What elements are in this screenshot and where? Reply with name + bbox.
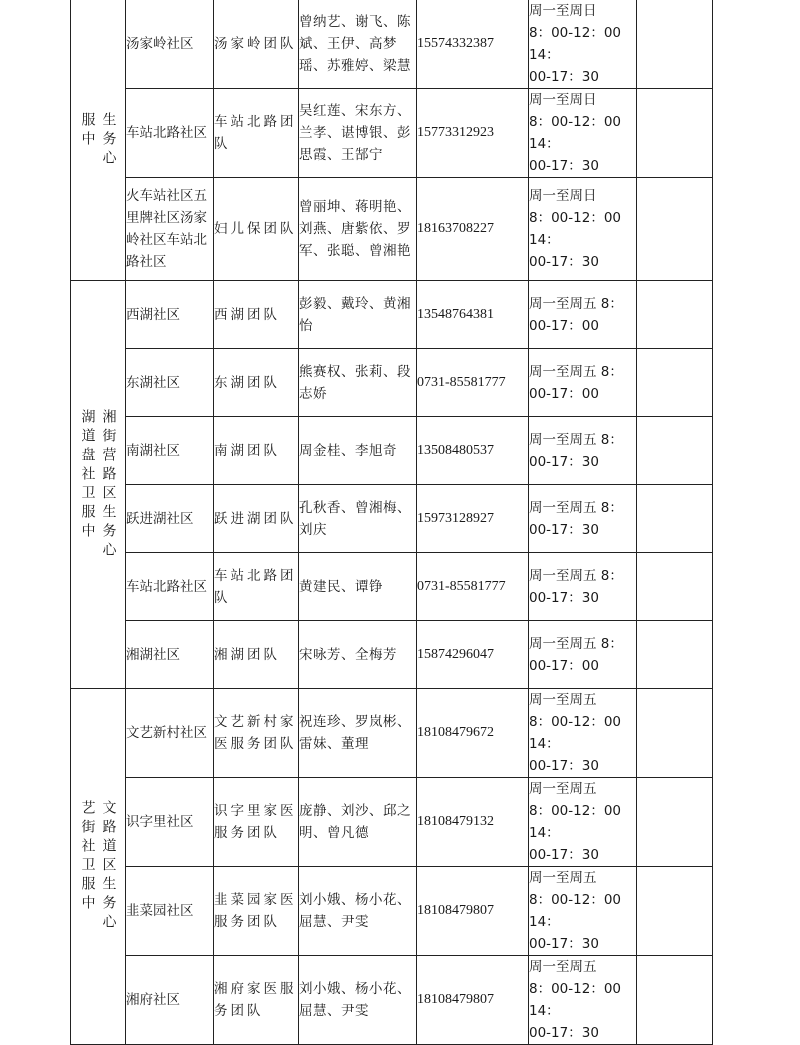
service-hours-line: 00-17：30 [529,158,599,174]
service-hours-line: 00-17：00 [529,657,599,674]
service-hours-line: 00-17：00 [529,317,599,334]
service-hours-cell [529,417,637,485]
members-cell: 熊赛权、张莉、段志娇 [299,349,417,417]
phone-cell: 13508480537 [417,417,529,485]
members-cell: 庞静、刘沙、邱之明、曾凡德 [299,778,417,867]
empty-cell [637,778,713,867]
community-cell: 车站北路社区 [126,89,214,178]
service-hours-line: 8：00-12：00 14： [529,25,621,63]
empty-cell [637,281,713,349]
team-cell: 西湖团队 [214,281,299,349]
members-cell: 曾纳艺、谢飞、陈斌、王伊、高梦瑶、苏雅婷、梁慧 [299,0,417,89]
empty-cell [637,621,713,689]
table-row [71,621,713,689]
table-row [71,281,713,349]
service-hours-line: 8：00-12：00 14： [529,210,621,248]
service-hours-line: 00-17：30 [529,1025,599,1041]
community-cell: 汤家岭社区 [126,0,214,89]
phone-cell: 0731-85581777 [417,349,529,417]
phone-cell: 13548764381 [417,281,529,349]
phone-cell: 18108479672 [417,689,529,778]
service-hours-line: 周一至周五 [529,781,597,797]
members-cell: 孔秋香、曾湘梅、刘庆 [299,485,417,553]
service-hours-cell [529,178,637,281]
empty-cell [637,89,713,178]
table-row [71,553,713,621]
empty-cell [637,178,713,281]
members-cell: 吴红莲、宋东方、兰孝、谌博银、彭思霞、王郜宁 [299,89,417,178]
empty-cell [637,349,713,417]
service-hours-line: 周一至周日 [529,92,597,108]
service-hours-line: 周一至周五 8： [529,295,623,312]
empty-cell [637,689,713,778]
team-cell: 汤家岭团队 [214,0,299,89]
table-row [71,485,713,553]
schedule-table [70,0,713,1045]
service-hours-line: 00-17：30 [529,758,599,774]
empty-cell [637,0,713,89]
team-cell: 识字里家医服务团队 [214,778,299,867]
members-cell: 宋咏芳、全梅芳 [299,621,417,689]
service-hours-line: 周一至周五 8： [529,567,623,584]
team-cell: 跃进湖团队 [214,485,299,553]
org-name-cell [71,689,126,1045]
team-cell: 东湖团队 [214,349,299,417]
community-cell: 湘府社区 [126,956,214,1045]
service-hours-line: 00-17：30 [529,589,599,606]
empty-cell [637,867,713,956]
service-hours-cell [529,281,637,349]
table-row [71,689,713,778]
team-cell: 车站北路团队 [214,553,299,621]
community-cell: 火车站社区五里牌社区汤家岭社区车站北路社区 [126,178,214,281]
service-hours-line: 00-17：30 [529,521,599,538]
community-cell: 文艺新村社区 [126,689,214,778]
service-hours-line: 00-17：30 [529,847,599,863]
empty-cell [637,956,713,1045]
table-row [71,89,713,178]
service-hours-cell [529,689,637,778]
phone-cell: 15874296047 [417,621,529,689]
members-cell: 曾丽坤、蒋明艳、刘燕、唐紫依、罗军、张聪、曾湘艳 [299,178,417,281]
team-cell: 车站北路团队 [214,89,299,178]
community-cell: 韭菜园社区 [126,867,214,956]
phone-cell: 18108479807 [417,956,529,1045]
community-cell: 车站北路社区 [126,553,214,621]
phone-cell: 18163708227 [417,178,529,281]
community-cell: 东湖社区 [126,349,214,417]
service-hours-line: 周一至周五 8： [529,363,623,380]
service-hours-cell [529,956,637,1045]
service-hours-cell [529,349,637,417]
service-hours-line: 周一至周五 8： [529,635,623,652]
table-row [71,778,713,867]
members-cell: 刘小娥、杨小花、屈慧、尹雯 [299,956,417,1045]
org-name-column: 生务心 [100,111,117,169]
team-cell: 湘府家医服务团队 [214,956,299,1045]
table-row [71,867,713,956]
phone-cell: 18108479807 [417,867,529,956]
service-hours-cell [529,621,637,689]
org-name-column: 文路道区生务心 [100,800,117,933]
phone-cell: 15574332387 [417,0,529,89]
table-row [71,178,713,281]
service-hours-line: 00-17：30 [529,453,599,470]
phone-cell: 15973128927 [417,485,529,553]
members-cell: 刘小娥、杨小花、屈慧、尹雯 [299,867,417,956]
phone-cell: 0731-85581777 [417,553,529,621]
team-cell: 妇儿保团队 [214,178,299,281]
service-hours-line: 00-17：30 [529,936,599,952]
table-row [71,417,713,485]
service-hours-line: 周一至周五 8： [529,431,623,448]
service-hours-cell [529,867,637,956]
org-name-cell [71,281,126,689]
community-cell: 南湖社区 [126,417,214,485]
service-hours-line: 8：00-12：00 14： [529,714,621,752]
service-hours-line: 8：00-12：00 14： [529,803,621,841]
service-hours-line: 00-17：00 [529,385,599,402]
service-hours-cell [529,0,637,89]
service-hours-line: 周一至周五 8： [529,499,623,516]
members-cell: 黄建民、谭铮 [299,553,417,621]
org-name-column: 艺街社卫服中 [79,800,96,914]
service-hours-line: 周一至周日 [529,188,597,204]
org-name-column: 湘街营路区生务心 [100,408,117,561]
org-name-column: 湖道盘社卫服中 [79,408,96,542]
service-hours-line: 00-17：30 [529,254,599,270]
service-hours-line: 00-17：30 [529,69,599,85]
service-hours-line: 周一至周五 [529,959,597,975]
service-hours-line: 8：00-12：00 14： [529,114,621,152]
service-hours-cell [529,778,637,867]
empty-cell [637,485,713,553]
table-row [71,956,713,1045]
service-hours-cell [529,553,637,621]
service-hours-cell [529,485,637,553]
service-hours-cell [529,89,637,178]
phone-cell: 18108479132 [417,778,529,867]
community-cell: 湘湖社区 [126,621,214,689]
team-cell: 南湖团队 [214,417,299,485]
service-hours-line: 8：00-12：00 14： [529,892,621,930]
service-hours-line: 周一至周日 [529,3,597,19]
members-cell: 周金桂、李旭奇 [299,417,417,485]
service-hours-line: 周一至周五 [529,692,597,708]
empty-cell [637,553,713,621]
service-hours-line: 8：00-12：00 14： [529,981,621,1019]
team-cell: 韭菜园家医服务团队 [214,867,299,956]
community-cell: 识字里社区 [126,778,214,867]
table-row [71,349,713,417]
community-cell: 西湖社区 [126,281,214,349]
team-cell: 文艺新村家医服务团队 [214,689,299,778]
team-cell: 湘湖团队 [214,621,299,689]
org-name-cell [71,0,126,281]
members-cell: 彭毅、戴玲、黄湘怡 [299,281,417,349]
table-row [71,0,713,89]
org-name-column: 服中 [79,111,96,150]
empty-cell [637,417,713,485]
community-cell: 跃进湖社区 [126,485,214,553]
service-hours-line: 周一至周五 [529,870,597,886]
phone-cell: 15773312923 [417,89,529,178]
members-cell: 祝连珍、罗岚彬、雷妹、董理 [299,689,417,778]
